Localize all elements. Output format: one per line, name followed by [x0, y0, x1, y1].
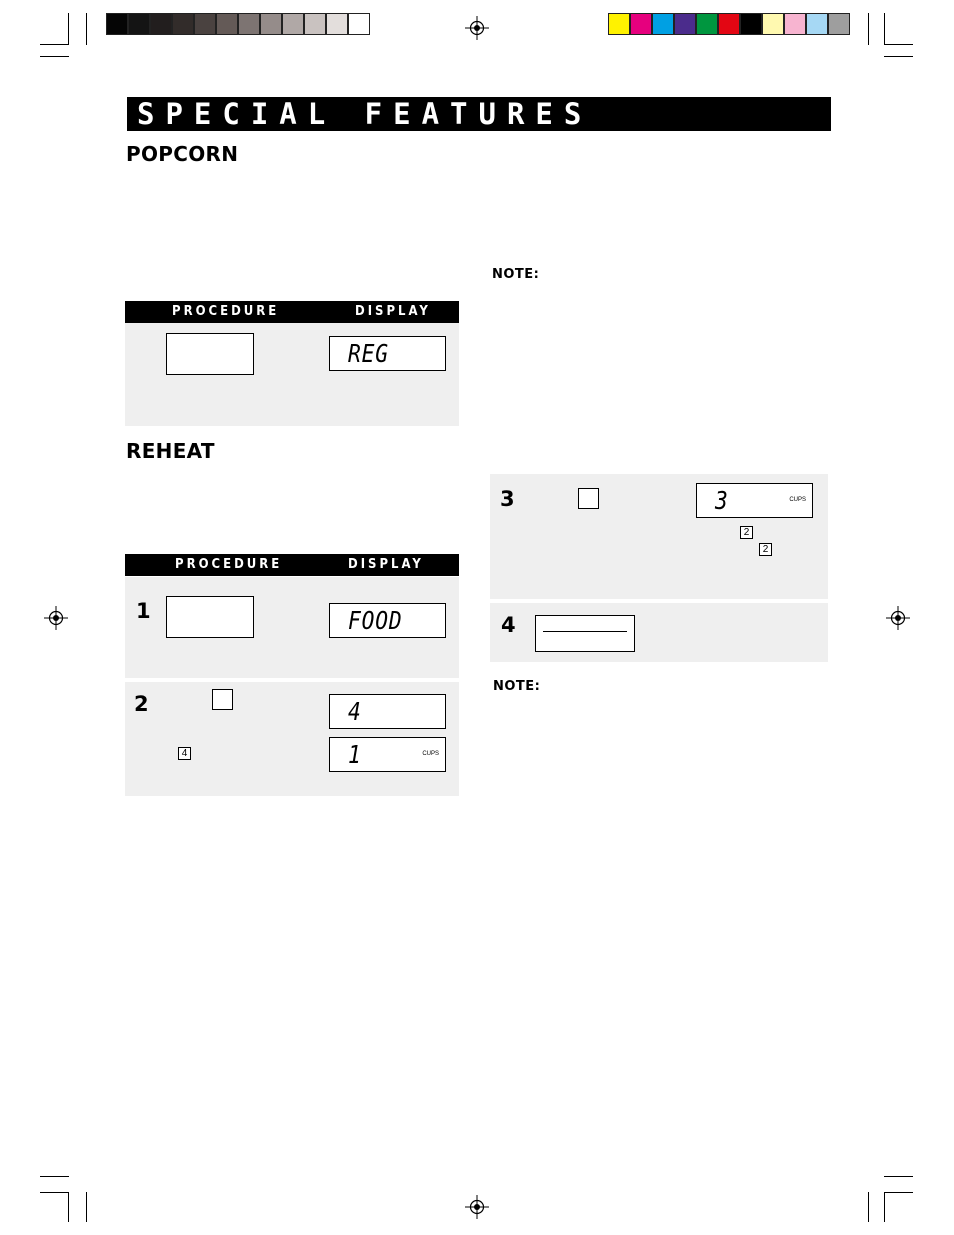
inline-key-label: 2 [740, 526, 753, 539]
popcorn-table-header [125, 301, 459, 323]
color-swatch [326, 13, 348, 35]
registration-mark-icon [465, 1195, 489, 1219]
reheat-heading: REHEAT [126, 439, 215, 463]
display-column-label: DISPLAY [355, 304, 431, 319]
color-swatch [216, 13, 238, 35]
page-title: SPECIAL FEATURES [127, 97, 831, 131]
step-2-display [329, 694, 446, 729]
reheat-step-1-panel [125, 577, 459, 678]
popcorn-heading: POPCORN [126, 142, 239, 166]
popcorn-key[interactable] [166, 333, 254, 375]
reheat-step-4-panel [490, 603, 828, 662]
step-2-display2-text: 1 [348, 740, 362, 769]
color-swatch [828, 13, 850, 35]
cups-unit-label: CUPS [789, 497, 806, 503]
color-swatch [718, 13, 740, 35]
reheat-step-2-panel [125, 682, 459, 796]
reheat-step-3-panel [490, 474, 828, 599]
display-column-label: DISPLAY [348, 557, 424, 572]
color-swatch [282, 13, 304, 35]
step-2-display-second [329, 737, 446, 772]
color-swatch [128, 13, 150, 35]
step-1-display [329, 603, 446, 638]
grayscale-color-bar [106, 13, 370, 35]
color-swatch [238, 13, 260, 35]
process-color-bar [608, 13, 850, 35]
popcorn-display [329, 336, 446, 371]
inline-key-label: 2 [759, 543, 772, 556]
color-swatch [260, 13, 282, 35]
note-label: NOTE: [493, 679, 541, 694]
step-2-display-text: 4 [348, 697, 362, 726]
step-3-display [696, 483, 813, 518]
color-swatch [194, 13, 216, 35]
color-swatch [348, 13, 370, 35]
inline-key-label: 4 [178, 747, 191, 760]
registration-mark-icon [465, 16, 489, 40]
procedure-column-label: PROCEDURE [175, 557, 283, 572]
step-number: 3 [500, 487, 515, 511]
number-key[interactable] [212, 689, 233, 710]
number-key[interactable] [578, 488, 599, 509]
step-number: 2 [134, 692, 149, 716]
reheat-table-header [125, 554, 459, 576]
color-swatch [762, 13, 784, 35]
key-divider-line [543, 631, 627, 632]
cups-unit-label: CUPS [422, 751, 439, 757]
color-swatch [784, 13, 806, 35]
color-swatch [806, 13, 828, 35]
popcorn-step-panel [125, 323, 459, 426]
color-swatch [608, 13, 630, 35]
step-3-display-text: 3 [715, 486, 729, 515]
color-swatch [674, 13, 696, 35]
reheat-key[interactable] [166, 596, 254, 638]
color-swatch [304, 13, 326, 35]
color-swatch [696, 13, 718, 35]
step-1-display-text: FOOD [348, 606, 403, 635]
color-swatch [150, 13, 172, 35]
step-number: 4 [501, 613, 516, 637]
color-swatch [106, 13, 128, 35]
popcorn-display-text: REG [348, 339, 389, 368]
color-swatch [172, 13, 194, 35]
note-label: NOTE: [492, 267, 540, 282]
step-number: 1 [136, 599, 151, 623]
procedure-column-label: PROCEDURE [172, 304, 280, 319]
color-swatch [740, 13, 762, 35]
registration-mark-icon [886, 606, 910, 630]
color-swatch [652, 13, 674, 35]
color-swatch [630, 13, 652, 35]
start-key[interactable] [535, 615, 635, 652]
registration-mark-icon [44, 606, 68, 630]
